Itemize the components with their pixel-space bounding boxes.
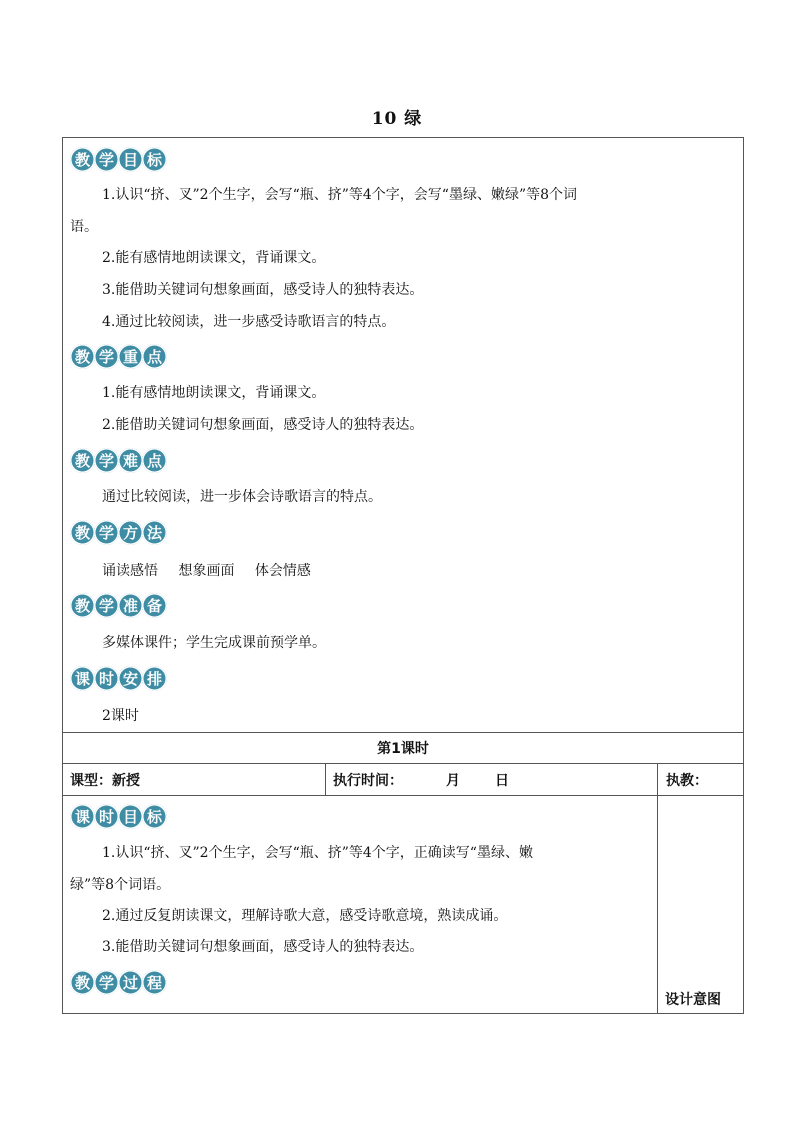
lesson-goal-line: 2.通过反复朗读课文，理解诗歌大意，感受诗歌意境，熟读成诵。 <box>102 908 508 924</box>
divider <box>325 763 326 795</box>
section-badge-lesson-goals <box>70 803 166 830</box>
badge-char: 法 <box>142 520 167 545</box>
badge-char: 程 <box>142 970 167 995</box>
section-badge-process <box>70 969 166 996</box>
badge-char: 时 <box>94 666 119 691</box>
badge-char: 教 <box>70 147 95 172</box>
method-line <box>70 561 747 581</box>
badge-char: 教 <box>70 448 95 473</box>
badge-char: 重 <box>118 344 143 369</box>
badge-char: 安 <box>118 666 143 691</box>
method-item: 体会情感 <box>254 563 311 579</box>
lesson-goal-line: 1.认识“挤、叉”2个生字，会写“瓶、挤”等4个字，正确读写“墨绿、嫩 <box>102 845 533 861</box>
badge-char: 点 <box>142 448 167 473</box>
badge-char: 教 <box>70 344 95 369</box>
section-badge-schedule <box>70 665 166 692</box>
badge-char: 过 <box>118 970 143 995</box>
section-badge-difficulty <box>70 447 166 474</box>
badge-char: 学 <box>94 520 119 545</box>
divider <box>62 732 744 733</box>
badge-char: 点 <box>142 344 167 369</box>
badge-char: 时 <box>94 804 119 829</box>
prep-line: 多媒体课件；学生完成课前预学单。 <box>102 635 326 651</box>
badge-char: 备 <box>142 593 167 618</box>
schedule-line: 2课时 <box>102 708 139 724</box>
badge-char: 教 <box>70 520 95 545</box>
section-badge-goals <box>70 146 166 173</box>
goal-line: 1.认识“挤、叉”2个生字，会写“瓶、挤”等4个字，会写“墨绿、嫩绿”等8个词 <box>102 187 578 203</box>
method-item: 诵读感悟 <box>102 563 158 579</box>
badge-char: 学 <box>94 344 119 369</box>
section-badge-method <box>70 519 166 546</box>
goal-line: 3.能借助关键词句想象画面，感受诗人的独特表达。 <box>102 282 424 298</box>
badge-char: 教 <box>70 970 95 995</box>
section-badge-key <box>70 343 166 370</box>
goal-line: 2.能有感情地朗读课文，背诵课文。 <box>102 250 326 266</box>
method-item: 想象画面 <box>178 563 235 579</box>
badge-char: 学 <box>94 448 119 473</box>
lesson-heading: 第1课时 <box>377 741 429 757</box>
badge-char: 教 <box>70 593 95 618</box>
goal-line: 4.通过比较阅读，进一步感受诗歌语言的特点。 <box>102 314 396 330</box>
badge-char: 标 <box>142 147 167 172</box>
badge-char: 标 <box>142 804 167 829</box>
teacher-label: 执教： <box>666 773 708 789</box>
day-label: 日 <box>495 773 509 789</box>
badge-char: 学 <box>94 147 119 172</box>
month-label: 月 <box>446 773 460 789</box>
badge-char: 课 <box>70 804 95 829</box>
difficulty-line: 通过比较阅读，进一步体会诗歌语言的特点。 <box>102 489 382 505</box>
badge-char: 难 <box>118 448 143 473</box>
badge-char: 课 <box>70 666 95 691</box>
badge-char: 目 <box>118 804 143 829</box>
page-title: 10 绿 <box>371 109 423 129</box>
lesson-type: 课型：新授 <box>70 773 140 789</box>
section-badge-prep <box>70 592 166 619</box>
badge-char: 准 <box>118 593 143 618</box>
badge-char: 排 <box>142 666 167 691</box>
execution-time-label: 执行时间： <box>333 773 403 789</box>
key-line: 1.能有感情地朗读课文，背诵课文。 <box>102 385 326 401</box>
key-line: 2.能借助关键词句想象画面，感受诗人的独特表达。 <box>102 417 424 433</box>
lesson-goal-line: 3.能借助关键词句想象画面，感受诗人的独特表达。 <box>102 939 424 955</box>
design-intent-label: 设计意图 <box>665 992 721 1008</box>
badge-char: 目 <box>118 147 143 172</box>
badge-char: 学 <box>94 593 119 618</box>
divider <box>62 795 744 796</box>
lesson-goal-line: 绿”等8个词语。 <box>70 877 171 893</box>
divider <box>62 763 744 764</box>
badge-char: 方 <box>118 520 143 545</box>
badge-char: 学 <box>94 970 119 995</box>
goal-line: 语。 <box>70 219 98 235</box>
